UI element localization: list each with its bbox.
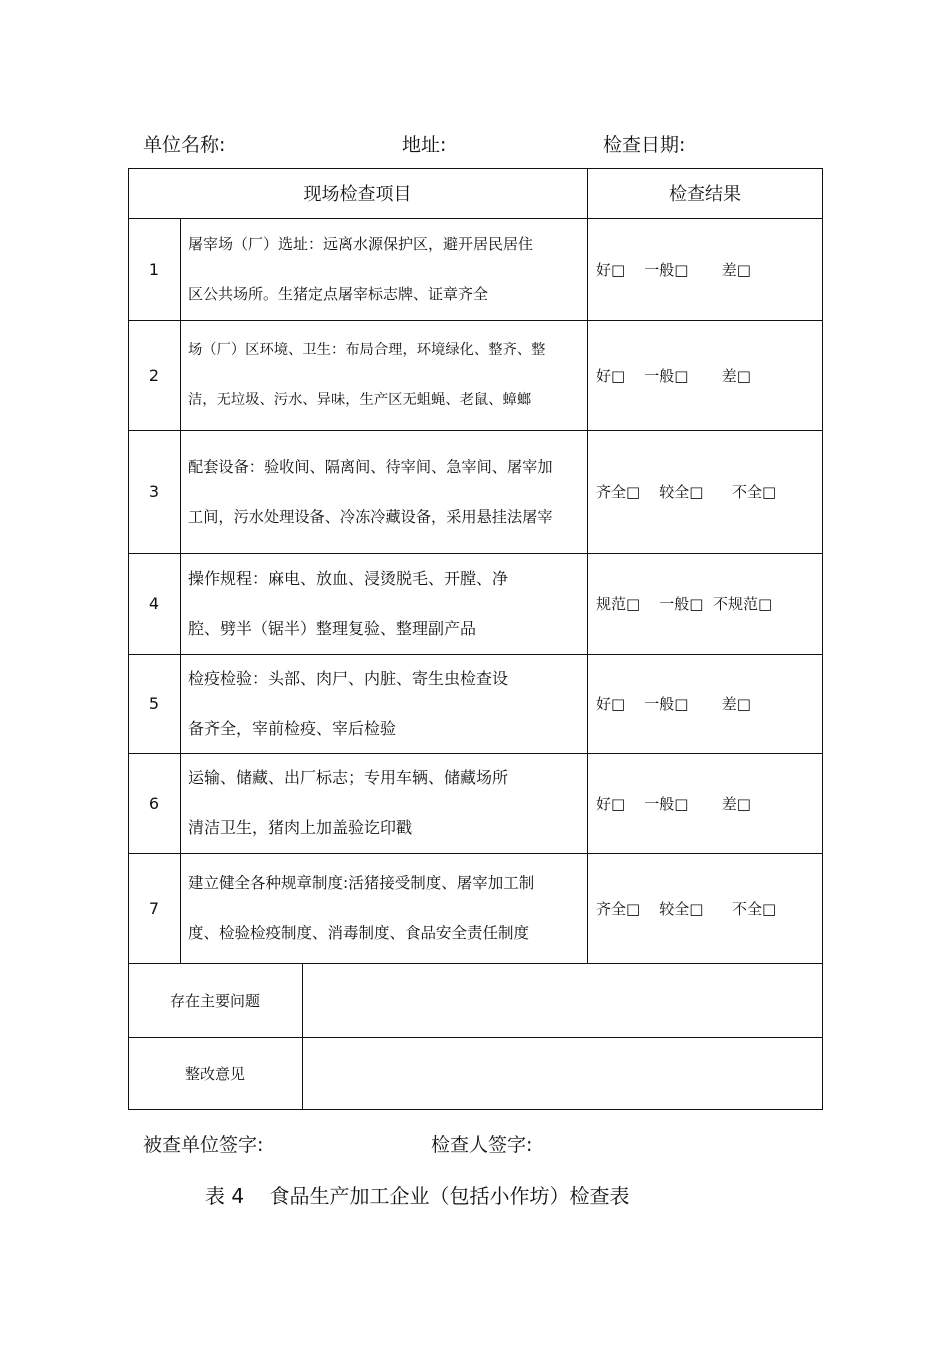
check-item-line: 操作规程：麻电、放血、浸烫脱毛、开膛、净 bbox=[188, 568, 509, 588]
check-item-line: 屠宰场（厂）选址：远离水源保护区，避开居民居住 bbox=[188, 235, 534, 253]
check-item-line: 场（厂）区环境、卫生：布局合理，环境绿化、整齐、整 bbox=[188, 342, 546, 358]
check-item-line: 建立健全各种规章制度:活猪接受制度、屠宰加工制 bbox=[188, 874, 535, 892]
main-problems-label: 存在主要问题 bbox=[169, 991, 260, 1010]
check-item bbox=[180, 654, 587, 753]
check-item bbox=[180, 320, 587, 430]
check-item-line: 工间，污水处理设备、冷冻冷藏设备，采用悬挂法屠宰 bbox=[188, 507, 553, 526]
check-item bbox=[180, 553, 587, 654]
result-options[interactable]: 齐全□ 较全□ 不全□ bbox=[596, 899, 777, 918]
check-item-line: 配套设备：验收间、隔离间、待宰间、急宰间、屠宰加 bbox=[188, 457, 553, 476]
row-number: 2 bbox=[148, 365, 160, 385]
check-item bbox=[180, 853, 587, 963]
next-table-caption: 表 4 食品生产加工企业（包括小作坊）检查表 bbox=[205, 1184, 630, 1208]
row-number: 7 bbox=[148, 898, 160, 918]
row-number: 5 bbox=[148, 694, 160, 713]
result-options[interactable]: 规范□ 一般□ 不规范□ bbox=[596, 595, 773, 613]
result-options[interactable]: 好□ 一般□ 差□ bbox=[596, 260, 751, 279]
check-item-line: 区公共场所。生猪定点屠宰标志牌、证章齐全 bbox=[188, 285, 489, 303]
check-item-line: 备齐全，宰前检疫、宰后检验 bbox=[188, 718, 397, 738]
result-options[interactable]: 齐全□ 较全□ 不全□ bbox=[596, 483, 777, 501]
rectification-opinion-field[interactable] bbox=[302, 1037, 823, 1110]
check-item-line: 度、检验检疫制度、消毒制度、食品安全责任制度 bbox=[188, 924, 530, 942]
inspected-unit-signature-label: 被查单位签字: bbox=[143, 1134, 264, 1156]
unit-name-label: 单位名称: bbox=[143, 134, 226, 156]
result-options[interactable]: 好□ 一般□ 差□ bbox=[596, 366, 751, 385]
inspection-date-label: 检查日期: bbox=[603, 134, 686, 156]
row-number: 6 bbox=[148, 793, 160, 813]
check-item bbox=[180, 753, 587, 853]
inspector-signature-label: 检查人签字: bbox=[431, 1134, 533, 1156]
result-options[interactable]: 好□ 一般□ 差□ bbox=[596, 794, 751, 813]
address-label: 地址: bbox=[402, 134, 447, 156]
main-problems-field[interactable] bbox=[302, 963, 823, 1037]
check-item-line: 洁，无垃圾、污水、异味，生产区无蛆蝇、老鼠、蟑螂 bbox=[188, 392, 532, 408]
check-item bbox=[180, 430, 587, 553]
row-number: 4 bbox=[148, 594, 160, 613]
row-number: 1 bbox=[148, 259, 160, 279]
check-item-line: 运输、储藏、出厂标志；专用车辆、储藏场所 bbox=[188, 768, 509, 787]
column-header-result: 检查结果 bbox=[669, 184, 741, 205]
check-item bbox=[180, 218, 587, 320]
rectification-opinion-label: 整改意见 bbox=[184, 1065, 245, 1083]
check-item-line: 清洁卫生，猪肉上加盖验讫印戳 bbox=[188, 818, 413, 837]
row-number: 3 bbox=[148, 482, 160, 501]
result-options[interactable]: 好□ 一般□ 差□ bbox=[596, 695, 751, 713]
column-header-item: 现场检查项目 bbox=[303, 184, 412, 205]
check-item-line: 腔、劈半（锯半）整理复验、整理副产品 bbox=[188, 618, 477, 638]
check-item-line: 检疫检验：头部、肉尸、内脏、寄生虫检查设 bbox=[188, 668, 509, 688]
